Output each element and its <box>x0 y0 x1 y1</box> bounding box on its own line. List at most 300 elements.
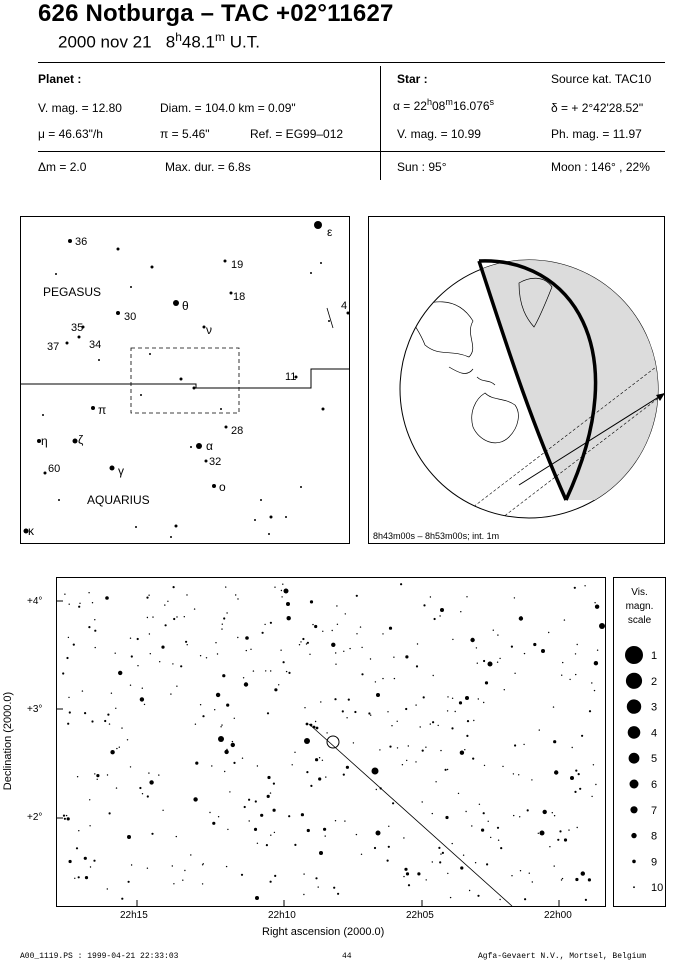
field-star <box>292 764 293 765</box>
ra-seconds: 16.076 <box>452 99 490 113</box>
field-star <box>483 702 484 703</box>
finder-star <box>225 426 228 429</box>
field-star <box>200 655 201 656</box>
scale-dot-mag-1 <box>625 646 643 664</box>
star-label-36: 36 <box>75 236 88 248</box>
bright-star <box>127 835 131 839</box>
field-star <box>595 784 596 785</box>
field-star <box>575 878 578 881</box>
field-star <box>93 860 95 862</box>
field-star <box>445 769 447 771</box>
event-timescale: U.T. <box>229 32 260 52</box>
finder-star <box>151 266 154 269</box>
field-star <box>490 837 491 838</box>
field-star <box>148 595 149 596</box>
star-dec: δ = + 2°42'28.52" <box>551 101 644 115</box>
field-star <box>440 750 441 751</box>
field-star <box>121 898 123 900</box>
field-star <box>304 707 305 708</box>
scale-dot-mag-7 <box>630 806 637 813</box>
scale-svg <box>614 578 665 906</box>
field-star <box>118 671 122 675</box>
field-star <box>591 796 592 797</box>
scale-dot-mag-2 <box>626 673 642 689</box>
x-axis-title: Right ascension (2000.0) <box>262 926 385 938</box>
field-star <box>477 663 478 664</box>
field-star <box>144 704 145 705</box>
field-star <box>310 600 313 603</box>
field-star <box>115 653 116 654</box>
field-star <box>579 788 581 790</box>
field-star <box>343 774 345 776</box>
field-star <box>458 793 459 794</box>
planet-heading: Planet : <box>38 72 82 86</box>
field-star <box>325 835 326 836</box>
field-star <box>303 873 304 874</box>
field-star <box>335 820 336 821</box>
max-duration: Max. dur. = 6.8s <box>165 160 251 174</box>
field-star <box>274 832 275 833</box>
field-star <box>184 870 185 871</box>
star-label-kappa: κ <box>28 524 34 538</box>
minute-unit: m <box>215 30 226 44</box>
xtick-label-2210: 22h10 <box>268 910 296 921</box>
field-star <box>249 820 250 821</box>
field-star <box>581 735 583 737</box>
field-star <box>176 686 177 687</box>
star-chart-svg <box>57 578 605 906</box>
field-star <box>222 674 225 677</box>
field-star <box>445 816 448 819</box>
finder-star <box>66 342 69 345</box>
field-star <box>202 864 203 865</box>
field-star <box>68 637 69 638</box>
finder-star <box>190 446 192 448</box>
field-star <box>361 854 362 855</box>
field-star <box>294 752 295 753</box>
field-star <box>552 812 553 813</box>
field-star <box>180 665 182 667</box>
bright-star <box>372 768 379 775</box>
star-phmag: Ph. mag. = 11.97 <box>551 127 642 141</box>
planet-parallax: π = 5.46" <box>160 127 210 141</box>
field-star <box>333 887 335 889</box>
field-star <box>267 795 268 796</box>
field-star <box>553 706 554 707</box>
field-star <box>322 760 323 761</box>
finder-star <box>254 519 256 521</box>
field-star <box>391 725 392 726</box>
field-star <box>513 773 514 774</box>
field-star <box>149 780 153 784</box>
field-star <box>430 723 431 724</box>
field-star <box>368 712 370 714</box>
field-star <box>84 857 87 860</box>
bright-star <box>599 623 605 629</box>
star-label-18: 18 <box>233 291 246 303</box>
bright-star <box>488 662 493 667</box>
field-star <box>504 689 505 690</box>
field-of-view-box <box>131 348 239 413</box>
field-star <box>575 770 577 772</box>
constellation-pegasus: PEGASUS <box>43 285 102 299</box>
field-star <box>497 827 499 829</box>
field-star <box>442 852 444 854</box>
finder-star <box>58 499 60 501</box>
scale-dot-mag-5 <box>629 753 640 764</box>
field-star <box>440 853 441 854</box>
field-star <box>202 715 204 717</box>
xtick-label-2200: 22h00 <box>544 910 572 921</box>
field-star <box>475 862 476 863</box>
field-star <box>476 647 477 648</box>
field-star <box>430 596 431 597</box>
star-label-34: 34 <box>89 339 102 351</box>
field-star <box>104 720 106 722</box>
globe-panel <box>368 216 665 544</box>
field-star <box>465 811 466 812</box>
bright-star <box>284 589 289 594</box>
field-star <box>255 800 257 802</box>
bright-star <box>376 693 380 697</box>
finder-star <box>260 499 262 501</box>
star-label-28: 28 <box>231 425 244 437</box>
finder-star <box>42 414 44 416</box>
field-star <box>184 616 185 617</box>
field-star <box>577 644 578 645</box>
field-star <box>244 682 248 686</box>
info-top-rule <box>38 62 665 63</box>
y-axis-title: Declination (2000.0) <box>2 691 14 791</box>
bright-star <box>465 696 469 700</box>
planet-motion: μ = 46.63"/h <box>38 127 103 141</box>
field-star <box>481 829 484 832</box>
field-star <box>460 611 461 612</box>
asteroid-track-star <box>306 723 309 726</box>
scale-dot-mag-10 <box>633 886 635 888</box>
field-star <box>151 833 153 835</box>
field-star <box>346 766 349 769</box>
star-label-gamma: γ <box>118 464 124 478</box>
field-star <box>533 643 536 646</box>
field-star <box>147 868 148 869</box>
field-star <box>406 760 407 761</box>
finder-star <box>320 262 322 264</box>
bright-star <box>376 831 381 836</box>
finder-star <box>116 311 120 315</box>
field-star <box>222 624 223 625</box>
field-star <box>260 814 263 817</box>
field-star <box>165 624 167 626</box>
field-star <box>109 723 110 724</box>
field-star <box>483 812 485 814</box>
field-star <box>237 598 238 599</box>
field-star <box>96 774 99 777</box>
field-star <box>451 727 453 729</box>
field-star <box>529 873 530 874</box>
field-star <box>342 710 344 712</box>
field-star <box>554 770 558 774</box>
field-star <box>299 644 300 645</box>
field-star <box>302 638 304 640</box>
footer-page: 44 <box>342 952 352 961</box>
field-star <box>538 833 539 834</box>
xtick-label-2215: 22h15 <box>120 910 148 921</box>
field-star <box>176 616 177 617</box>
field-star <box>433 675 434 676</box>
star-ra <box>393 97 494 113</box>
field-star <box>176 836 177 837</box>
star-heading: Star : <box>397 72 428 86</box>
footer-credit: Agfa-Gevaert N.V., Mortsel, Belgium <box>478 952 647 961</box>
ra-h-unit: h <box>426 97 432 107</box>
field-star <box>564 619 565 620</box>
field-star <box>331 643 335 647</box>
finder-star <box>205 460 208 463</box>
field-star <box>408 745 409 746</box>
field-star <box>231 743 235 747</box>
bright-star <box>255 896 259 900</box>
field-star <box>121 727 122 728</box>
field-star <box>447 769 448 770</box>
field-star <box>82 690 83 691</box>
field-star <box>194 608 195 609</box>
field-star <box>266 844 268 846</box>
field-star <box>318 886 319 887</box>
star-label-30: 30 <box>124 311 137 323</box>
field-star <box>130 685 131 686</box>
field-star <box>137 638 139 640</box>
field-star <box>460 751 464 755</box>
star-label-19: 19 <box>231 259 244 271</box>
field-star <box>397 721 398 722</box>
finder-star <box>193 387 196 390</box>
field-star <box>64 818 66 820</box>
planet-vmag: V. mag. = 12.80 <box>38 101 122 115</box>
event-minute: 48.1 <box>181 32 216 52</box>
field-star <box>320 701 321 702</box>
field-star <box>575 653 576 654</box>
field-star <box>164 604 165 605</box>
field-star <box>69 604 70 605</box>
field-star <box>89 799 90 800</box>
field-star <box>354 711 356 713</box>
finder-star <box>78 336 81 339</box>
field-star <box>356 834 357 835</box>
finder-map <box>20 216 350 544</box>
field-star <box>472 758 474 760</box>
chart-stars <box>62 583 605 901</box>
scale-dot-mag-4 <box>628 726 641 739</box>
ra-minutes: 08 <box>431 99 446 113</box>
field-star <box>531 779 532 780</box>
field-star <box>300 641 301 642</box>
scale-dot-mag-6 <box>630 780 639 789</box>
bright-star <box>319 851 323 855</box>
field-star <box>518 774 519 775</box>
field-star <box>115 708 116 709</box>
field-star <box>554 865 555 866</box>
ra-s-unit: s <box>489 97 495 107</box>
field-star <box>597 650 598 651</box>
field-star <box>334 698 336 700</box>
field-star <box>270 670 271 671</box>
field-star <box>257 765 258 766</box>
field-star <box>146 597 148 599</box>
field-star <box>337 893 339 895</box>
field-star <box>323 828 326 831</box>
field-star <box>186 594 187 595</box>
finder-star <box>135 526 137 528</box>
field-star <box>415 761 416 762</box>
star-label-32: 32 <box>209 456 222 468</box>
field-star <box>467 720 469 722</box>
field-star <box>348 699 350 701</box>
field-star <box>107 888 108 889</box>
field-star <box>513 815 514 816</box>
field-star <box>315 877 317 879</box>
field-star <box>216 693 220 697</box>
finder-star <box>196 443 202 449</box>
field-star <box>337 624 338 625</box>
field-star <box>212 822 215 825</box>
field-star <box>574 791 576 793</box>
field-star <box>159 661 160 662</box>
field-star <box>110 750 114 754</box>
field-star <box>423 604 425 606</box>
field-star <box>349 648 350 649</box>
field-star <box>147 617 148 618</box>
field-star <box>140 697 144 701</box>
constellation-boundary <box>21 369 349 388</box>
field-star <box>173 586 175 588</box>
field-star <box>172 663 173 664</box>
field-star <box>246 650 247 651</box>
field-star <box>237 637 238 638</box>
field-star <box>520 870 521 871</box>
field-star <box>274 688 277 691</box>
field-star <box>594 602 595 603</box>
field-star <box>591 682 592 683</box>
field-star <box>548 632 549 633</box>
field-star <box>94 619 95 620</box>
field-star <box>111 693 112 694</box>
field-star <box>322 631 323 632</box>
asteroid-track-star <box>316 727 319 730</box>
field-star <box>577 827 578 828</box>
field-star <box>315 721 316 722</box>
constellation-aquarius: AQUARIUS <box>87 493 150 507</box>
field-star <box>218 816 219 817</box>
field-star <box>78 876 80 878</box>
field-star <box>223 617 225 619</box>
field-star <box>585 899 587 901</box>
field-star <box>473 720 474 721</box>
finder-star <box>140 394 142 396</box>
field-star <box>404 868 407 871</box>
finder-star <box>110 466 115 471</box>
field-star <box>466 596 467 597</box>
field-star <box>84 712 86 714</box>
star-label-35: 35 <box>71 322 84 334</box>
field-star <box>107 774 108 775</box>
info-divider <box>380 66 381 180</box>
field-star <box>229 791 230 792</box>
field-star <box>557 839 559 841</box>
field-star <box>287 616 291 620</box>
field-star <box>460 866 463 869</box>
field-star <box>389 627 392 630</box>
field-star <box>589 710 591 712</box>
field-star <box>225 586 226 587</box>
field-star <box>137 665 138 666</box>
field-star <box>62 672 64 674</box>
field-star <box>426 879 427 880</box>
field-star <box>388 846 390 848</box>
field-star <box>343 651 344 652</box>
scale-label-mag-8: 8 <box>651 830 658 843</box>
scale-dot-mag-9 <box>632 860 636 864</box>
bright-star <box>105 596 109 600</box>
field-star <box>477 895 479 897</box>
field-star <box>248 799 250 801</box>
field-star <box>116 787 117 788</box>
field-star <box>360 626 361 627</box>
finder-star <box>68 239 72 243</box>
field-star <box>67 817 70 820</box>
field-star <box>450 897 451 898</box>
field-star <box>416 665 418 667</box>
scale-label-mag-9: 9 <box>651 856 658 869</box>
field-star <box>64 594 65 595</box>
field-star <box>335 652 336 653</box>
field-star <box>584 585 585 586</box>
field-star <box>206 657 207 658</box>
field-star <box>107 714 109 716</box>
field-star <box>288 815 290 817</box>
field-star <box>74 878 75 879</box>
field-star <box>559 830 561 832</box>
ytick-label-4: +4° <box>27 596 43 607</box>
field-star <box>303 894 304 895</box>
field-star <box>310 785 312 787</box>
scale-label-mag-6: 6 <box>651 779 658 791</box>
field-star <box>387 860 389 862</box>
field-star <box>95 647 96 648</box>
field-star <box>493 630 494 631</box>
finder-star <box>130 286 132 288</box>
field-star <box>214 709 215 710</box>
field-star <box>77 776 78 777</box>
field-star <box>242 758 243 759</box>
field-star <box>280 650 281 651</box>
field-star <box>335 664 336 665</box>
field-star <box>581 871 585 875</box>
scale-dot-mag-3 <box>627 699 641 713</box>
field-star <box>319 757 320 758</box>
field-star <box>185 641 187 643</box>
field-star <box>406 872 409 875</box>
field-star <box>387 711 388 712</box>
field-star <box>253 670 254 671</box>
page-title: 626 Notburga – TAC +02°11627 <box>38 0 394 27</box>
field-star <box>66 815 67 816</box>
field-star <box>356 633 357 634</box>
field-star <box>202 883 203 884</box>
field-star <box>382 678 383 679</box>
star-label-eta: η <box>41 434 48 448</box>
field-star <box>553 740 556 743</box>
